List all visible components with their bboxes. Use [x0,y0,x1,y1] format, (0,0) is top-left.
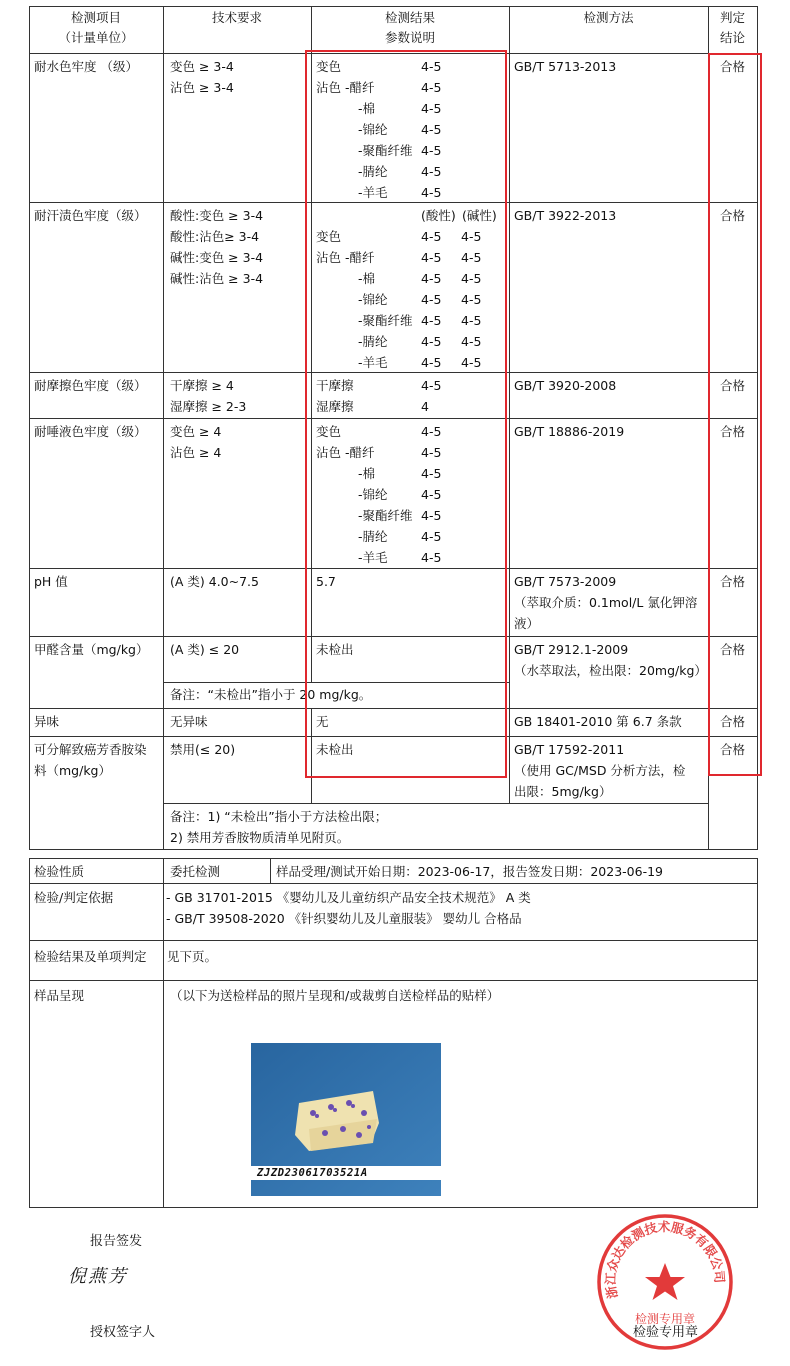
basis-line: - GB/T 39508-2020 《针织婴幼儿及儿童服装》 婴幼儿 合格品 [166,911,522,926]
row-odor-result: 无 [316,714,329,729]
sample-photo [251,1043,441,1196]
result-subheader: (酸性) [421,208,456,223]
row-azo-result: 未检出 [316,742,354,757]
info-basis [166,887,531,929]
result-value: 4-5 [421,250,442,265]
result-value: 4-5 [421,59,442,74]
item-line: 可分解致癌芳香胺染 [34,742,147,757]
row-formaldehyde-result: 未检出 [316,642,354,657]
result-value: 4-5 [421,378,442,393]
info-nature-label: 检验性质 [34,864,85,879]
result-label: 变色 [316,424,342,439]
result-label: -锦纶 [358,122,388,137]
result-value: 4-5 [421,101,442,116]
result-label: 干摩擦 [316,378,354,393]
row-saliva-verdict: 合格 [719,424,745,439]
req-line: 碱性:变色 ≥ 3-4 [170,250,264,265]
row-ph-method [514,571,697,634]
result-label: -棉 [358,466,376,481]
result-label: 湿摩擦 [316,399,354,414]
row-rub-req [170,375,246,417]
result-highlight-box [305,50,507,778]
result-value: 4-5 [421,424,442,439]
result-label: -羊毛 [358,185,388,200]
method-line: （使用 GC/MSD 分析方法，检 [514,763,686,778]
row-formaldehyde-verdict: 合格 [719,642,745,657]
header-item-title: 检测项目 [70,10,121,25]
result-label: -棉 [358,271,376,286]
row-ph-result: 5.7 [316,574,336,589]
result-value: 4-5 [421,355,442,370]
row-water-method: GB/T 5713-2013 [514,59,617,74]
result-value: 4-5 [421,313,442,328]
info-sample-desc: （以下为送检样品的照片呈现和/或裁剪自送检样品的贴样） [170,988,500,1003]
req-line: 酸性:沾色≥ 3-4 [170,229,260,244]
header-result-sub: 参数说明 [384,30,435,45]
result-label: -腈纶 [358,529,388,544]
header-verdict-2: 结论 [719,30,745,45]
signature: 倪燕芳 [68,1266,128,1287]
row-sweat-verdict: 合格 [719,208,745,223]
row-odor-req: 无异味 [170,714,208,729]
note-line: 2) 禁用芳香胺物质清单见附页。 [170,830,350,845]
result-value: 4-5 [421,143,442,158]
result-label: -锦纶 [358,292,388,307]
result-value: 4-5 [421,334,442,349]
req-line: 变色 ≥ 3-4 [170,59,234,74]
row-odor-item: 异味 [34,714,60,729]
result-label: -羊毛 [358,550,388,565]
seal-arc-text: 浙江众达检测技术服务有限公司 [602,1219,728,1300]
row-odor-method: GB 18401-2010 第 6.7 条款 [514,714,682,729]
result-label: -聚酯纤维 [358,508,413,523]
result-value: 4-5 [421,229,442,244]
row-ph-item: pH 值 [34,574,68,589]
result-value: 4-5 [461,355,482,370]
result-value: 4-5 [421,80,442,95]
result-label: -腈纶 [358,164,388,179]
row-formaldehyde-req: (A 类) ≤ 20 [170,642,240,657]
req-line: 沾色 ≥ 3-4 [170,80,234,95]
result-value: 4-5 [461,334,482,349]
method-line: 液） [514,616,540,631]
result-value: 4-5 [421,292,442,307]
result-label: 沾色 -醋纤 [316,80,375,95]
result-value: 4-5 [421,164,442,179]
result-value: 4-5 [421,550,442,565]
row-sweat-req [170,205,263,289]
header-item [29,8,163,48]
method-line: 出限：5mg/kg） [514,784,612,799]
row-saliva-method: GB/T 18886-2019 [514,424,625,439]
info-result-label: 检验结果及单项判定 [34,949,147,964]
seal-caption: 检验专用章 [633,1325,699,1340]
req-line: 湿摩擦 ≥ 2-3 [170,399,247,414]
row-saliva-item: 耐唾液色牢度（级） [34,424,147,439]
result-value: 4-5 [461,229,482,244]
header-requirement: 技术要求 [211,10,262,25]
result-value: 4-5 [421,122,442,137]
result-value: 4 [421,399,429,414]
info-result-value: 见下页。 [167,949,218,964]
row-sweat-method: GB/T 3922-2013 [514,208,617,223]
result-value: 4-5 [421,529,442,544]
row-water-item: 耐水色牢度 （级） [34,59,138,74]
sample-code-label: ZJZD23061703521A [257,1167,368,1179]
row-formaldehyde-note: 备注：“未检出”指小于 20 mg/kg。 [170,687,372,702]
result-label: -聚酯纤维 [358,313,413,328]
header-method: 检测方法 [583,10,634,25]
row-azo-verdict: 合格 [719,742,745,757]
row-rub-method: GB/T 3920-2008 [514,378,617,393]
result-value: 4-5 [421,271,442,286]
header-result [311,8,509,48]
row-azo-item [34,739,147,781]
result-subheader: (碱性) [462,208,497,223]
result-value: 4-5 [461,292,482,307]
row-azo-note [170,806,387,848]
info-nature-value: 委托检测 [170,864,221,879]
method-line: GB/T 7573-2009 [514,574,617,589]
row-ph-verdict: 合格 [719,574,745,589]
method-line: GB/T 17592-2011 [514,742,625,757]
req-line: 沾色 ≥ 4 [170,445,222,460]
req-line: 酸性:变色 ≥ 3-4 [170,208,264,223]
row-water-req [170,56,234,98]
row-formaldehyde-item: 甲醛含量（mg/kg） [34,642,149,657]
row-azo-req: 禁用(≤ 20) [170,742,236,757]
result-value: 4-5 [421,487,442,502]
result-label: -聚酯纤维 [358,143,413,158]
row-azo-method [514,739,685,802]
result-label: 沾色 -醋纤 [316,445,375,460]
row-rub-item: 耐摩擦色牢度（级） [34,378,147,393]
header-item-unit: （计量单位） [58,30,134,45]
req-line: 变色 ≥ 4 [170,424,222,439]
basis-line: - GB 31701-2015 《婴幼儿及儿童纺织产品安全技术规范》 A 类 [166,890,531,905]
row-ph-req: (A 类) 4.0~7.5 [170,574,259,589]
result-value: 4-5 [461,250,482,265]
info-dates: 样品受理/测试开始日期：2023-06-17，报告签发日期：2023-06-19 [276,864,664,879]
result-value: 4-5 [421,445,442,460]
issue-label: 报告签发 [90,1234,143,1249]
req-line: 碱性:沾色 ≥ 3-4 [170,271,264,286]
result-value: 4-5 [461,271,482,286]
method-line: GB/T 2912.1-2009 [514,642,629,657]
info-basis-label: 检验/判定依据 [34,890,114,905]
item-line: 料（mg/kg） [34,763,111,778]
verdict-highlight-box [708,53,762,776]
result-value: 4-5 [421,185,442,200]
row-water-verdict: 合格 [719,59,745,74]
signer-label: 授权签字人 [90,1325,156,1340]
result-value: 4-5 [461,313,482,328]
header-verdict [708,8,757,48]
result-label: 变色 [316,59,342,74]
method-line: （水萃取法，检出限：20mg/kg） [514,663,707,678]
row-saliva-req [170,421,221,463]
method-line: （萃取介质：0.1mol/L 氯化钾溶 [514,595,698,610]
result-label: 沾色 -醋纤 [316,250,375,265]
seal-sub-text: 检测专用章 [634,1312,696,1326]
header-verdict-1: 判定 [719,10,745,25]
note-line: 备注：1) “未检出”指小于方法检出限； [170,809,388,824]
row-odor-verdict: 合格 [719,714,745,729]
result-value: 4-5 [421,466,442,481]
req-line: 干摩擦 ≥ 4 [170,378,234,393]
result-label: -腈纶 [358,334,388,349]
info-sample-label: 样品呈现 [34,988,85,1003]
result-label: -羊毛 [358,355,388,370]
result-label: 变色 [316,229,342,244]
row-formaldehyde-method [514,639,707,681]
row-sweat-item: 耐汗渍色牢度（级） [34,208,147,223]
result-label: -锦纶 [358,487,388,502]
result-value: 4-5 [421,508,442,523]
result-label: -棉 [358,101,376,116]
header-result-title: 检测结果 [384,10,435,25]
row-rub-verdict: 合格 [719,378,745,393]
